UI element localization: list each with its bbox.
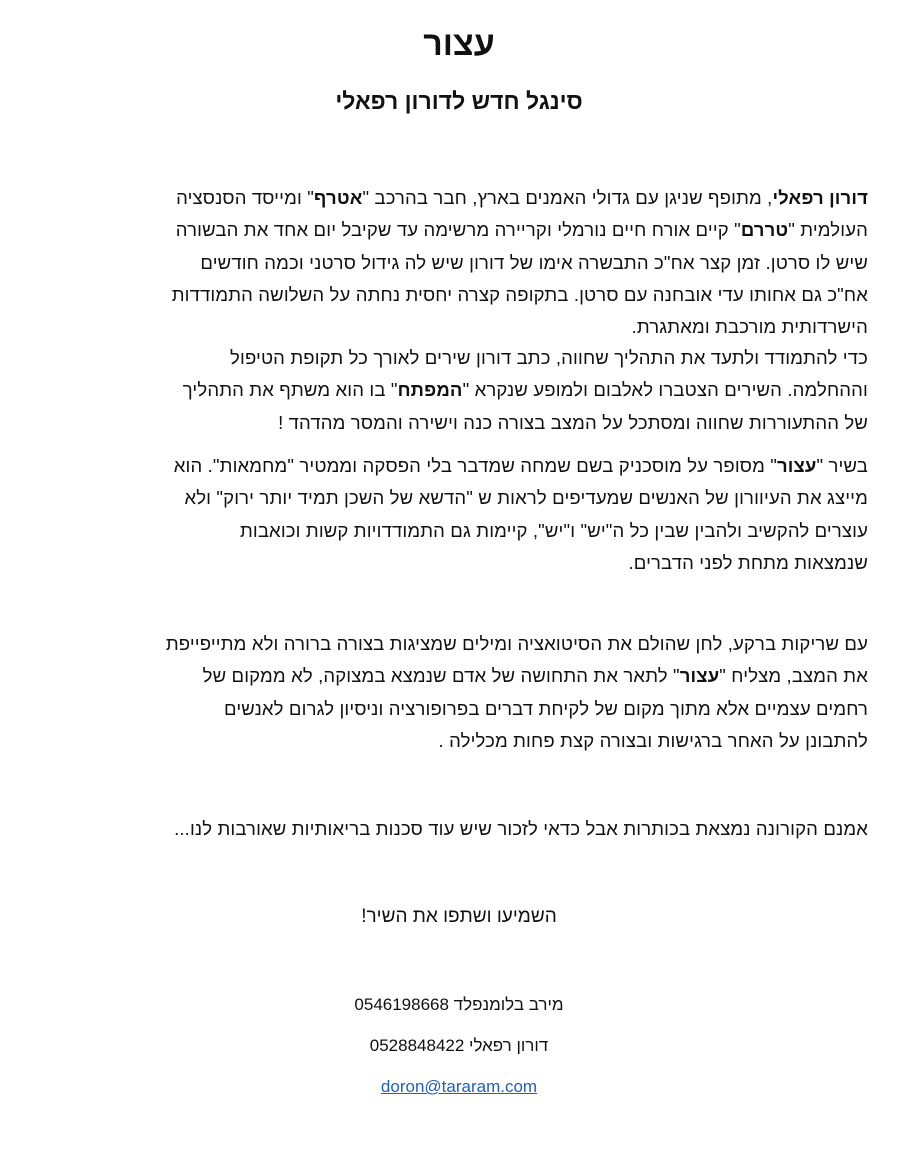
text-line [43,725,868,757]
text-run: של ההתעוררות שחווה ומסתכל על המצב בצורה כנה וישירה והמסר מהדהד ! [278,411,868,433]
text-run: עוצרים להקשיב ולהבין שבין כל ה"יש" ו"יש", קיימות גם התמודדויות קשות וכואבות [239,519,868,541]
text-run: " לתאר את התחושה של אדם שנמצא במצוקה, לא ממקום של [202,665,680,687]
text-line [43,693,868,725]
text-run: עם שריקות ברקע, לחן שהולם את הסיטואציה ומילים שמציגות בצורה ברורה ולא מתייפייפת [165,633,868,654]
text-run: אמנם הקורונה נמצאת בכותרות אבל כדאי לזכור שיש עוד סכנות בריאותיות שאורבות לנו... [174,818,868,839]
text-line [43,374,868,406]
email-link[interactable]: doron@tararam.com [380,1077,538,1096]
text-run: אח"כ גם אחותו עדי אובחנה עם סרטן. בתקופה קצרה יחסית נחתה על השלושה התמודדות [171,283,868,305]
text-line [43,214,868,246]
call-to-action: השמיעו ושתפו את השיר! [361,906,557,927]
document-subtitle: סינגל חדש לדורון רפאלי [335,88,583,114]
text-line [43,182,868,214]
contact-meirav: מירב בלומנפלד 0546198668 [354,995,564,1014]
bold-text: אטרף [313,187,363,208]
text-run: שנמצאות מתחת לפני הדברים. [628,551,868,573]
document-title: עצור [423,25,495,63]
paragraph-intro [43,182,868,343]
text-run: " מסופר על מוסכניק בשם שמחה שמדבר בלי הפסקה וממטיר "מחמאות". הוא [173,455,777,476]
text-run: שיש לו סרטן. זמן קצר אח"כ התבשרה אימו של דורון שיש לה גידול סרטני וכמה חודשים [200,251,868,273]
paragraph-song-story [43,450,868,579]
bold-text: טררם [740,219,789,241]
text-line [43,450,868,482]
text-line [43,407,868,439]
text-line [43,515,868,547]
text-run: העולמית " [788,219,868,241]
text-line [43,813,868,845]
contact-doron: דורון רפאלי 0528848422 [369,1036,549,1055]
text-run: מייצג את העיוורון של האנשים שמעדיפים לראות ש "הדשא של השכן תמיד יותר ירוק" ולא [184,487,868,509]
text-run: כדי להתמודד ולתעד את התהליך שחווה, כתב דורון שירים לאורך כל תקופת הטיפול [230,347,868,368]
text-run: בשיר " [816,455,868,476]
text-run: את המצב, מצליח " [719,665,868,687]
text-run: הישרדותית מורכבת ומאתגרת. [631,316,868,338]
text-line [43,628,868,660]
paragraph-album [43,342,868,439]
paragraph-song-music [43,628,868,757]
bold-text: דורון רפאלי [772,187,868,208]
text-run: , מתופף שניגן עם גדולי האמנים בארץ, חבר בהרכב " [362,187,773,208]
text-run: " קיים אורח חיים נורמלי וקריירה מרשימה עד שקיבל יום אחד את הבשורה [175,219,741,241]
text-line [43,660,868,692]
text-line [43,482,868,514]
bold-text: המפתח [397,379,463,401]
text-run: וההחלמה. השירים הצטברו לאלבום ולמופע שנקרא " [462,379,868,401]
contact-email [0,1075,918,1099]
text-line [43,279,868,311]
paragraph-closing [43,813,868,845]
text-run: להתבונן על האחר ברגישות ובצורה קצת פחות מכלילה . [438,729,868,751]
bold-text: עצור [776,455,817,476]
text-run: " ומייסד הסנסציה [176,187,314,208]
text-line [43,342,868,374]
text-line [43,547,868,579]
text-run: רחמים עצמיים אלא מתוך מקום של לקיחת דברים בפרופורציה וניסיון לגרום לאנשים [224,697,868,719]
text-line [43,247,868,279]
text-line [43,311,868,343]
text-run: " בו הוא משתף את התהליך [182,379,398,401]
bold-text: עצור [679,665,720,687]
